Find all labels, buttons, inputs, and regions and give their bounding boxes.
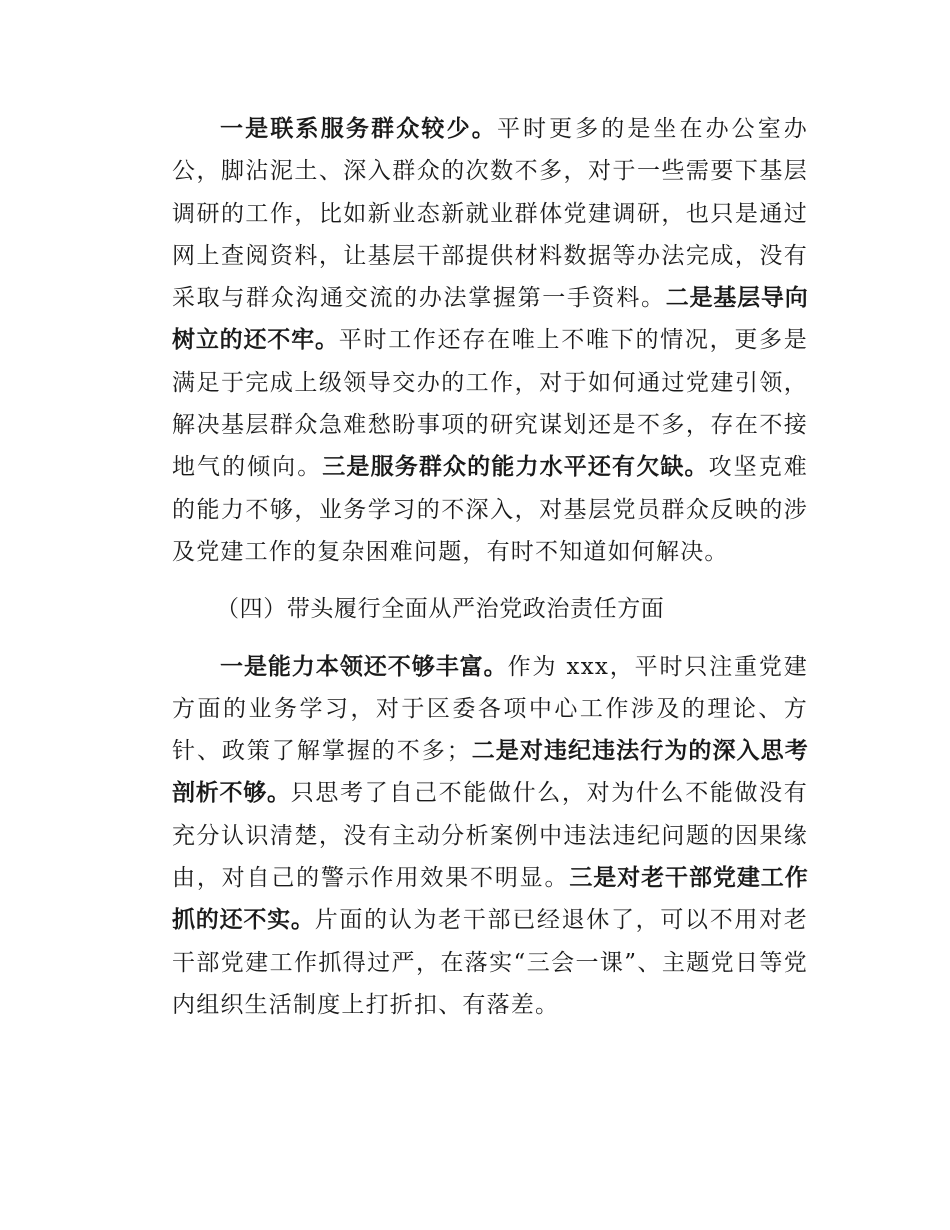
paragraph-section4 — [172, 646, 808, 1027]
point-2-heading: 二是基层导向树立的还不牢。 — [172, 285, 808, 354]
point-1-text: 作为 xxx，平时只注重党建方面的业务学习，对于区委各项中心工作涉及的理论、方针、政策了解掌握的不多； — [172, 653, 808, 765]
spacer — [172, 573, 808, 588]
spacer — [172, 631, 808, 646]
point-3-heading: 三是服务群众的能力水平还有欠缺。 — [322, 454, 709, 481]
point-1-heading: 一是能力本领还不够丰富。 — [220, 653, 508, 680]
document-page — [172, 108, 808, 1026]
point-3-text: 片面的认为老干部已经退休了，可以不用对老干部党建工作抓得过严，在落实“三会一课”、主题党日等党内组织生活制度上打折扣、有落差。 — [172, 907, 808, 1018]
point-2-text: 平时工作还存在唯上不唯下的情况，更多是满足于完成上级领导交办的工作，对于如何通过党建引领，解决基层群众急难愁盼事项的研究谋划还是不多，存在不接地气的倾向。 — [172, 327, 808, 481]
point-1-heading: 一是联系服务群众较少。 — [220, 116, 497, 142]
point-3-heading: 三是对老干部党建工作抓的还不实。 — [172, 865, 808, 934]
point-2-heading: 二是对违纪违法行为的深入思考剖析不够。 — [172, 738, 808, 807]
point-2-text: 只思考了自己不能做什么，对为什么不能做没有充分认识清楚，没有主动分析案例中违法违纪问题的因果缘由，对自己的警示作用效果不明显。 — [172, 780, 809, 892]
point-1-text: 平时更多的是坐在办公室办公，脚沾泥土、深入群众的次数不多，对于一些需要下基层调研的工作，比如新业态新就业群体党建调研，也只是通过网上查阅资料，让基层干部提供材料数据等办法完成，没有采取与群众沟通交流的办法掌握第一手资料。 — [172, 116, 808, 312]
paragraph-section3 — [172, 108, 808, 573]
section-heading: （四）带头履行全面从严治党政治责任方面 — [216, 596, 665, 623]
point-3-text: 攻坚克难的能力不够，业务学习的不深入，对基层党员群众反映的涉及党建工作的复杂困难问题，有时不知道如何解决。 — [172, 454, 808, 565]
